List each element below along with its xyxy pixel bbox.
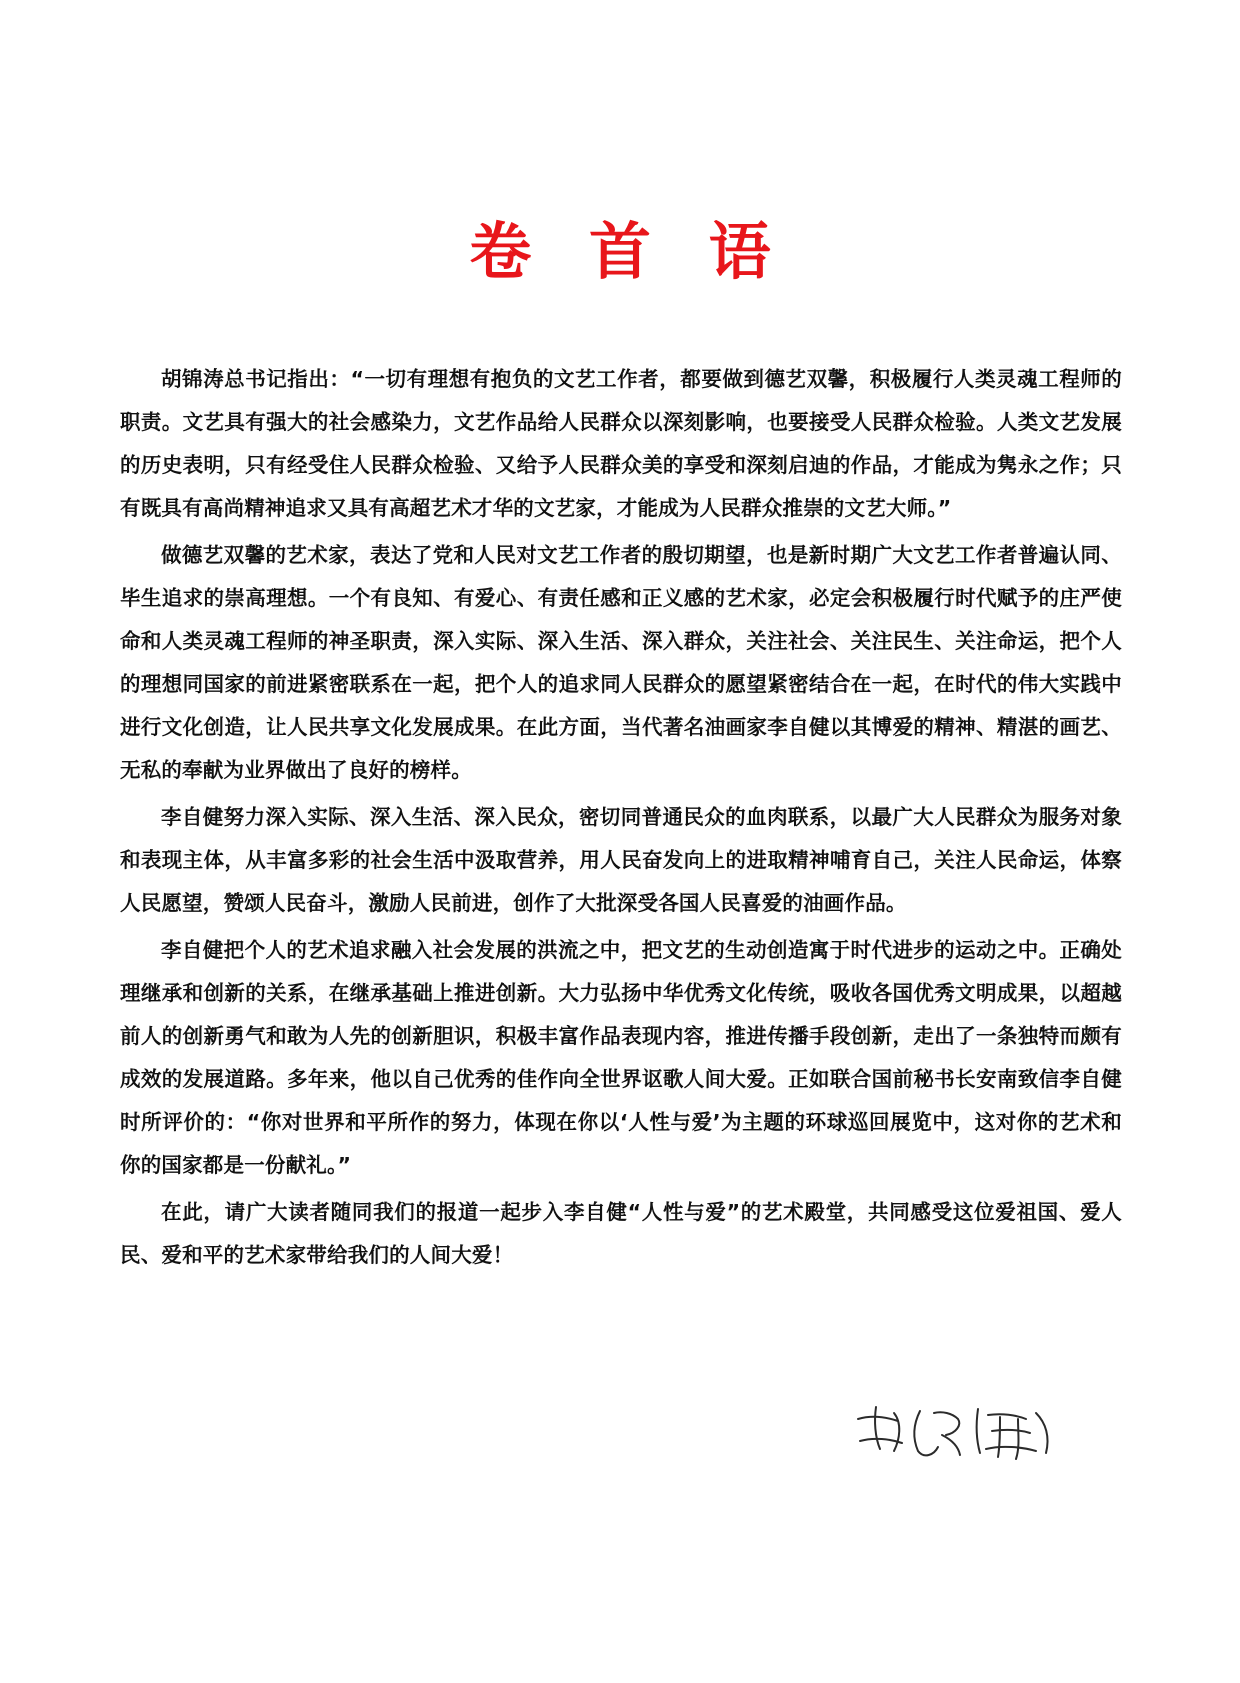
handwritten-signature [850,1393,1070,1483]
paragraph: 在此，请广大读者随同我们的报道一起步入李自健“人性与爱”的艺术殿堂，共同感受这位爱祖国、爱人民、爱和平的艺术家带给我们的人间大爱！ [120,1200,1122,1268]
page-title: 卷 首 语 [469,215,789,288]
paragraph: 李自健把个人的艺术追求融入社会发展的洪流之中，把文艺的生动创造寓于时代进步的运动之中。正确处理继承和创新的关系，在继承基础上推进创新。大力弘扬中华优秀文化传统，吸收各国优秀文明成果，以超越前人的创新勇气和敢为人先的创新胆识，积极丰富作品表现内容，推进传播手段创新，走出了一条独特而颇有成效的发展道路。多年来，他以自己优秀的佳作向全世界讴歌人间大爱。正如联合国前秘书长安南致信李自健时所评价的：“你对世界和平所作的努力，体现在你以‘人性与爱’为主题的环球巡回展览中，这对你的艺术和你的国家都是一份献礼。” [120,938,1122,1178]
article-body [0,358,1240,1277]
paragraph: 胡锦涛总书记指出：“一切有理想有抱负的文艺工作者，都要做到德艺双馨，积极履行人类灵魂工程师的职责。文艺具有强大的社会感染力，文艺作品给人民群众以深刻影响，也要接受人民群众检验。人类文艺发展的历史表明，只有经受住人民群众检验、又给予人民群众美的享受和深刻启迪的作品，才能成为隽永之作；只有既具有高尚精神追求又具有高超艺术才华的文艺家，才能成为人民群众推崇的文艺大师。” [120,367,1122,521]
paragraph: 做德艺双馨的艺术家，表达了党和人民对文艺工作者的殷切期望，也是新时期广大文艺工作者普遍认同、毕生追求的崇高理想。一个有良知、有爱心、有责任感和正义感的艺术家，必定会积极履行时代赋予的庄严使命和人类灵魂工程师的神圣职责，深入实际、深入生活、深入群众，关注社会、关注民生、关注命运，把个人的理想同国家的前进紧密联系在一起，把个人的追求同人民群众的愿望紧密结合在一起，在时代的伟大实践中进行文化创造，让人民共享文化发展成果。在此方面，当代著名油画家李自健以其博爱的精神、精湛的画艺、无私的奉献为业界做出了良好的榜样。 [120,543,1122,783]
paragraph: 李自健努力深入实际、深入生活、深入民众，密切同普通民众的血肉联系，以最广大人民群众为服务对象和表现主体，从丰富多彩的社会生活中汲取营养，用人民奋发向上的进取精神哺育自己，关注人民命运，体察人民愿望，赞颂人民奋斗，激励人民前进，创作了大批深受各国人民喜爱的油画作品。 [120,805,1122,916]
